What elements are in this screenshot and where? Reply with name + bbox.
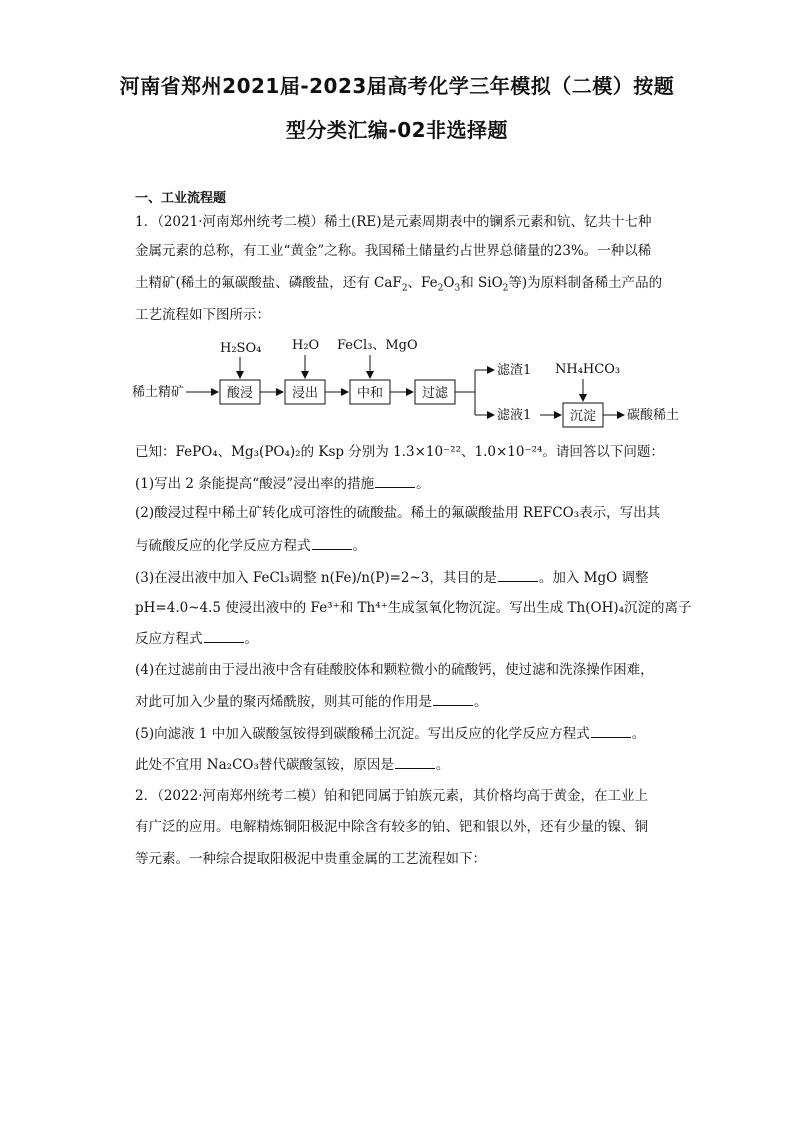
q1-part-text: 反应方程式 — [135, 631, 203, 647]
reagent-label-nh4hco3: NH₄HCO₃ — [555, 362, 621, 377]
q1-part-text: 。 — [435, 757, 450, 773]
answer-blank[interactable] — [433, 691, 473, 706]
q1-text: O — [443, 275, 455, 291]
flow-product-label: 碳酸稀土 — [627, 408, 680, 423]
q1-part-text: 。加入 MgO 调整 — [538, 570, 649, 586]
answer-blank[interactable] — [591, 723, 631, 738]
flow-box-label: 酸浸 — [227, 386, 254, 401]
flow-output-residue: 滤渣1 — [497, 363, 532, 378]
q1-part-text: 。 — [352, 538, 366, 554]
q1-text: 等)为原料制备稀土产品的 — [508, 275, 663, 291]
answer-blank[interactable] — [395, 754, 435, 769]
q1-part3: pH=4.0~4.5 使浸出液中的 Fe³⁺和 Th⁴⁺生成氢氧化物沉淀。写出生成 Th(OH)₄沉淀的离子 — [135, 600, 692, 616]
q1-part2: (2)酸浸过程中稀土矿转化成可溶性的硫酸盐。稀土的氟碳酸盐用 REFCO₃表示，写出其 — [135, 505, 661, 521]
q1-part4: (4)在过滤前由于浸出液中含有硅酸胶体和颗粒微小的硫酸钙，使过滤和洗涤操作困难， — [135, 662, 654, 678]
q1-part3 — [135, 567, 665, 588]
q1-line: 1．（2021·河南郑州统考二模）稀土(RE)是元素周期表中的镧系元素和钪、钇共十七种 — [135, 214, 652, 230]
q1-part-text: (3)在浸出液中加入 FeCl₃调整 n(Fe)/n(P)=2~3，其目的是 — [135, 570, 497, 586]
q1-part5 — [135, 723, 665, 744]
document-title-line2: 型分类汇编-02非选择题 — [285, 118, 509, 142]
q1-part5 — [135, 754, 665, 775]
q1-text: 、Fe — [407, 275, 438, 291]
q1-part-text: (5)向滤液 1 中加入碳酸氢铵得到碳酸稀土沉淀。写出反应的化学反应方程式 — [135, 726, 590, 742]
reagent-label-h2o: H₂O — [292, 338, 320, 353]
q1-part-text: 。 — [631, 726, 646, 742]
answer-blank[interactable] — [375, 473, 415, 488]
reagent-label-h2so4: H₂SO₄ — [220, 341, 262, 356]
flow-box-label: 沉淀 — [570, 409, 597, 424]
flow-box-label: 中和 — [357, 386, 384, 401]
q2-line: 有广泛的应用。电解精炼铜阳极泥中除含有较多的铂、钯和银以外，还有少量的镍、铜 — [135, 819, 648, 835]
answer-blank[interactable] — [204, 628, 244, 643]
q2-line: 等元素。一种综合提取阳极泥中贵重金属的工艺流程如下： — [135, 851, 486, 867]
flow-output-filtrate: 滤液1 — [497, 408, 532, 423]
q1-part3 — [135, 628, 665, 649]
q1-known: 已知：FePO₄、Mg₃(PO₄)₂的 Ksp 分别为 1.3×10⁻²²、1.0×10⁻²⁴。请回答以下问题： — [135, 444, 664, 460]
answer-blank[interactable] — [312, 535, 352, 550]
q1-line: 工艺流程如下图所示： — [135, 307, 270, 323]
q1-part-text: 此处不宜用 Na₂CO₃替代碳酸氢铵，原因是 — [135, 757, 394, 773]
q1-part-text: 。 — [474, 694, 488, 710]
q1-part1 — [135, 473, 665, 494]
q1-text: 土精矿(稀土的氟碳酸盐、磷酸盐，还有 CaF — [135, 275, 402, 291]
document-title-line1: 河南省郑州2021届-2023届高考化学三年模拟（二模）按题 — [119, 74, 675, 98]
flow-box-label: 过滤 — [422, 386, 449, 401]
q1-part-text: (1)写出 2 条能提高“酸浸”浸出率的措施 — [135, 476, 375, 492]
q1-line: 金属元素的总称，有工业“黄金”之称。我国稀土储量约占世界总储量的23%。一种以稀 — [135, 243, 652, 259]
q1-text: 和 SiO — [460, 275, 503, 291]
answer-blank[interactable] — [498, 567, 538, 582]
flow-box-label: 浸出 — [292, 386, 319, 401]
q1-part2 — [135, 535, 665, 556]
q2-line: 2．（2022·河南郑州统考二模）铂和钯同属于铂族元素，其价格均高于黄金，在工业上 — [135, 788, 648, 804]
q1-part-text: 与硫酸反应的化学反应方程式 — [135, 538, 311, 554]
q1-part-text: 。 — [416, 476, 430, 492]
q1-part-text: 。 — [244, 631, 258, 647]
q1-line: 土精矿(稀土的氟碳酸盐、磷酸盐，还有 CaF$_2$、$Fe_2O_3$和 SiO$_2$等)为原料制备稀土产品的 — [135, 275, 663, 294]
section-heading: 一、工业流程题 — [135, 191, 227, 206]
q1-part4 — [135, 691, 665, 712]
reagent-label-fecl3-mgo: FeCl₃、MgO — [337, 338, 418, 353]
process-flow-diagram — [130, 335, 690, 435]
q1-part-text: 对此可加入少量的聚丙烯酰胺，则其可能的作用是 — [135, 694, 432, 710]
flow-start-label: 稀土精矿 — [132, 385, 185, 400]
